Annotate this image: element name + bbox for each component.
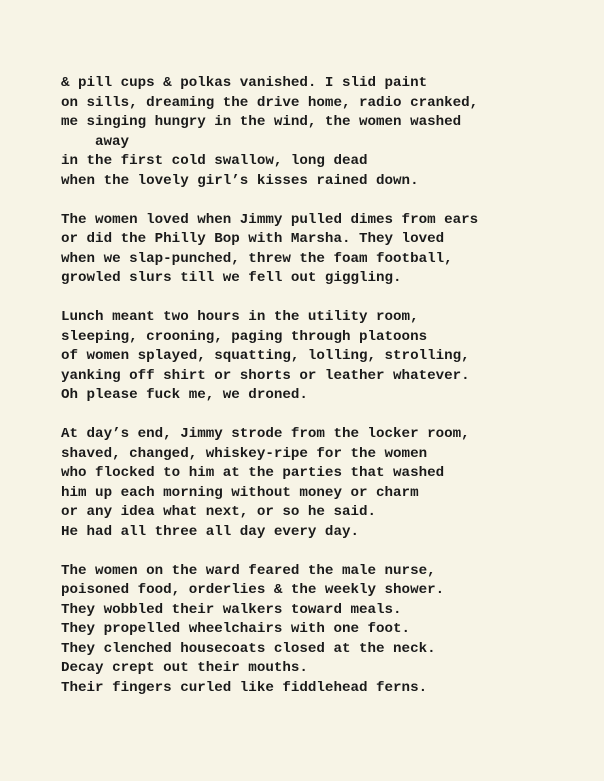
poem-line: or any idea what next, or so he said. [61, 504, 377, 520]
stanza-4 [61, 425, 591, 542]
poem-line: when we slap-punched, threw the foam football, [61, 250, 453, 267]
stanza-1 [61, 74, 591, 191]
stanza-5 [61, 562, 591, 699]
poem-line: Oh please fuck me, we droned. [61, 387, 308, 403]
poem-line: yanking off shirt or shorts or leather whatever. [61, 367, 470, 384]
poem-line: of women splayed, squatting, lolling, strolling, [61, 348, 470, 364]
poem-line: who flocked to him at the parties that washed [61, 465, 445, 481]
poem-line: They propelled wheelchairs with one foot. [61, 621, 411, 637]
poem-line: shaved, changed, whiskey-ripe for the women [61, 445, 428, 462]
poem-line: growled slurs till we fell out giggling. [61, 270, 402, 286]
poem-line: Their fingers curled like fiddlehead ferns. [61, 679, 428, 696]
poem-line: on sills, dreaming the drive home, radio cranked, [61, 94, 479, 111]
poem-line: Decay crept out their mouths. [61, 660, 308, 676]
poem-line: or did the Philly Bop with Marsha. They loved [61, 231, 445, 247]
poem-line: The women loved when Jimmy pulled dimes from ears [61, 211, 479, 228]
poem-line: & pill cups & polkas vanished. I slid paint [61, 75, 428, 91]
poem-line: me singing hungry in the wind, the women washed [61, 114, 462, 130]
stanza-3 [61, 308, 591, 406]
poem-line: The women on the ward feared the male nurse, [61, 562, 436, 579]
poem-line: Lunch meant two hours in the utility room, [61, 309, 419, 325]
poem-line: He had all three all day every day. [61, 523, 359, 540]
poem-line: in the first cold swallow, long dead [61, 153, 368, 169]
poem-line: sleeping, crooning, paging through platoons [61, 328, 428, 345]
poem-line: him up each morning without money or charm [61, 484, 419, 501]
poem-line: poisoned food, orderlies & the weekly shower. [61, 582, 445, 598]
poem-line: They wobbled their walkers toward meals. [61, 601, 402, 618]
poem-body [61, 74, 591, 718]
poem-line-continuation: away [95, 133, 130, 150]
poem-line: when the lovely girl’s kisses rained down. [61, 172, 419, 189]
stanza-2 [61, 211, 591, 289]
poem-line: At day’s end, Jimmy strode from the locker room, [61, 426, 470, 442]
poem-line: They clenched housecoats closed at the neck. [61, 640, 436, 657]
